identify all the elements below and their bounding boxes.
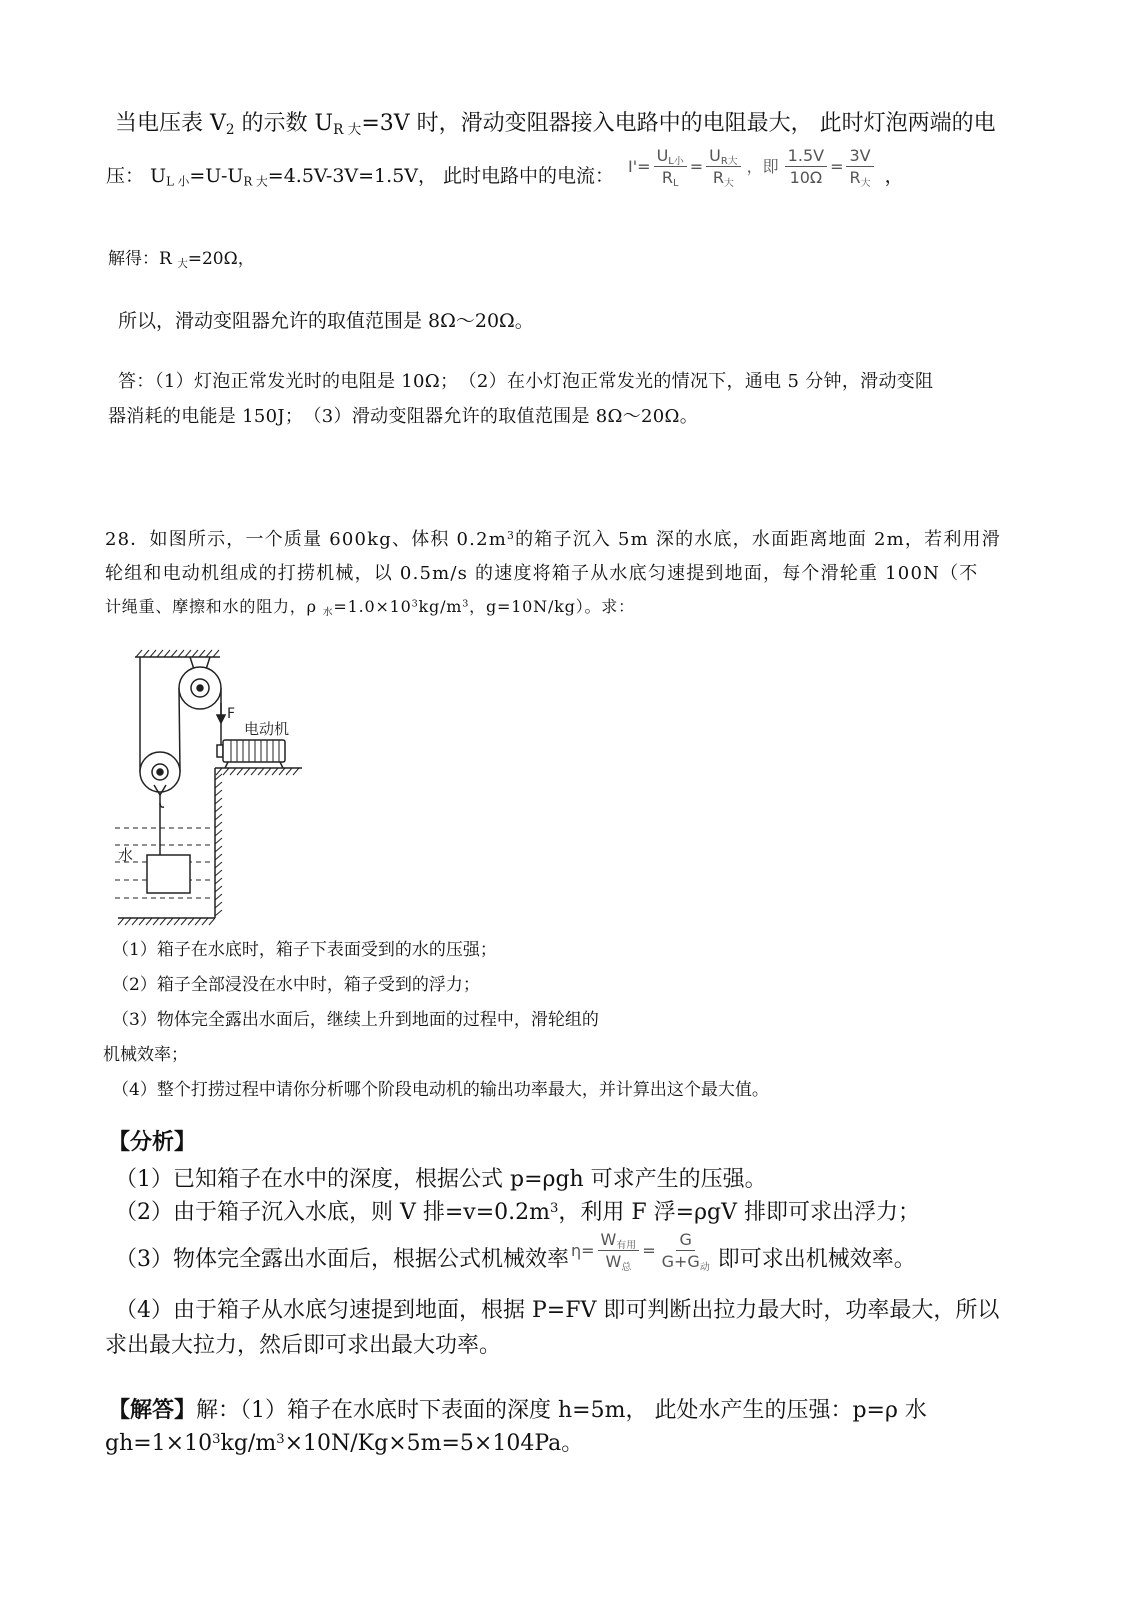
symbol: R (712, 168, 724, 188)
equals-sign: = (830, 157, 844, 177)
analysis-point-4: （4）由于箱子从水底匀速提到地面，根据 P=FV 即可判断出拉力最大时，功率最大，所以 (115, 1298, 1000, 1323)
text-segment: 的箱子沉入 5m 深的水底，水面距离地面 2m，若利用滑 (515, 529, 1001, 550)
formula-lhs: I'= (628, 157, 651, 177)
text-segment: 的示数 U (234, 111, 334, 136)
analysis-point-1: （1）已知箱子在水中的深度，根据公式 p=ρgh 可求产生的压强。 (115, 1167, 767, 1192)
answer-line-2: 器消耗的电能是 150J； （3）滑动变阻器允许的取值范围是 8Ω～20Ω。 (108, 406, 699, 427)
superscript: 3 (411, 598, 419, 610)
superscript: 3 (462, 598, 470, 610)
formula-connector: ，即 (746, 157, 779, 177)
subscript: 大 (860, 178, 871, 190)
denominator (847, 167, 874, 190)
text-segment: kg/m (418, 597, 463, 616)
symbol: U (709, 146, 721, 165)
solution-line-2 (105, 1430, 583, 1459)
fraction (706, 146, 741, 190)
ceiling-hatch (136, 650, 219, 657)
symbol: U (656, 146, 669, 165)
subscript: 大 (724, 178, 734, 190)
answer-line-1: 答：（1）灯泡正常发光时的电阻是 10Ω； （2）在小灯泡正常发光的情况下，通电 5 分钟，滑动变阻 (118, 371, 934, 392)
text-segment: ，g=10N/kg）。求： (469, 597, 635, 616)
superscript: 3 (507, 529, 516, 543)
subscript: 2 (225, 122, 235, 139)
question-3-continued: 机械效率； (103, 1045, 188, 1065)
text-segment: 解：（1）箱子在水底时下表面的深度 h=5m， 此处水产生的压强：p=ρ 水 (196, 1398, 927, 1423)
movable-pulley-axle (157, 769, 163, 775)
subscript: 水 (322, 606, 334, 618)
numerator: 1.5V (785, 146, 827, 167)
numerator (598, 1230, 640, 1251)
fraction (785, 146, 827, 187)
bottom-hatch (118, 918, 215, 925)
force-label: F (227, 706, 236, 722)
denominator (659, 167, 682, 190)
analysis-heading: 【分析】 (108, 1129, 197, 1155)
trailing-comma: ， (884, 164, 904, 187)
subscript: 大 (177, 258, 188, 271)
text-segment: （2）由于箱子沉入水底，则 V 排=v=0.2m (115, 1200, 551, 1225)
subscript: 总 (621, 1262, 632, 1274)
problem-28-line-3 (105, 597, 635, 618)
fraction (598, 1230, 640, 1274)
motor-base (225, 762, 283, 768)
question-4: （4）整个打捞过程中请你分析哪个阶段电动机的输出功率最大，并计算出这个最大值。 (112, 1080, 769, 1100)
fraction (654, 146, 687, 190)
question-1: （1）箱子在水底时，箱子下表面受到的水的压强； (112, 940, 497, 960)
superscript: 3 (212, 1431, 221, 1447)
motor-body (223, 740, 285, 762)
motor-label: 电动机 (244, 720, 290, 738)
symbol: W (605, 1252, 622, 1272)
text-segment: 即可求出机械效率。 (717, 1246, 916, 1272)
text-segment: 当电压表 V (115, 111, 226, 136)
ground-hatch (216, 768, 299, 775)
symbol: W (600, 1230, 617, 1249)
text-segment: 解得：R (108, 249, 178, 269)
pulley-system-diagram (110, 645, 310, 930)
text-segment: gh=1×10 (105, 1431, 213, 1456)
efficiency-formula (571, 1230, 716, 1274)
solution-line-1 (108, 1396, 927, 1426)
range-conclusion-line: 所以，滑动变阻器允许的取值范围是 8Ω～20Ω。 (118, 310, 534, 332)
numerator: 3V (846, 146, 873, 167)
question-2: （2）箱子全部浸没在水中时，箱子受到的浮力； (112, 975, 480, 995)
numerator: G (676, 1230, 694, 1251)
fixed-pulley-axle (197, 685, 203, 691)
analysis-point-2 (115, 1199, 920, 1228)
text-segment: 28．如图所示，一个质量 600kg、体积 0.2m (105, 529, 508, 550)
denominator (710, 167, 737, 190)
superscript: 3 (550, 1200, 559, 1216)
superscript: 3 (276, 1431, 285, 1447)
water-label: 水 (118, 846, 134, 864)
denominator: 10Ω (789, 168, 823, 188)
lamp-voltage-text (106, 164, 614, 192)
subscript: L小 (668, 155, 684, 167)
text-segment: 压： U (106, 164, 167, 187)
subscript: R 大 (243, 174, 268, 189)
text-segment: =3V 时，滑动变阻器接入电路中的电阻最大， 此时灯泡两端的电 (361, 111, 996, 136)
current-formula (628, 146, 877, 190)
text-segment: 计绳重、摩擦和水的阻力，ρ (105, 597, 323, 616)
solve-resistance-line (108, 248, 255, 270)
text-segment: =20Ω， (187, 249, 255, 269)
analysis-point-3 (115, 1230, 916, 1275)
denominator (603, 1251, 635, 1274)
motor-connector (217, 745, 223, 757)
equals-sign: = (689, 157, 704, 177)
equals-sign: = (642, 1241, 656, 1261)
numerator (706, 146, 741, 167)
symbol: R (661, 168, 673, 188)
solution-heading: 【解答】 (108, 1397, 197, 1423)
subscript: L (672, 178, 679, 190)
formula-lhs: η (571, 1241, 582, 1261)
symbol: R (849, 168, 861, 188)
text-segment: （3）物体完全露出水面后，根据公式机械效率 (115, 1246, 569, 1272)
force-arrowhead (217, 715, 225, 723)
text-segment: =1.0×10 (333, 597, 412, 616)
fraction (659, 1230, 713, 1274)
lamp-voltage-line (106, 146, 904, 191)
text-segment: =4.5V-3V=1.5V， 此时电路中的电流： (267, 164, 615, 187)
rope-middle (179, 688, 180, 772)
problem-28-line-1 (105, 528, 1001, 551)
wall-hatch (215, 774, 222, 916)
symbol: G+G (661, 1252, 700, 1272)
numerator (654, 146, 687, 167)
text-segment: kg/m (220, 1431, 277, 1456)
equals-sign: = (581, 1241, 595, 1261)
analysis-point-4-continued: 求出最大拉力，然后即可求出最大功率。 (105, 1333, 502, 1358)
voltmeter-condition-line (115, 110, 996, 139)
question-3: （3）物体完全露出水面后，继续上升到地面的过程中，滑轮组的 (112, 1010, 599, 1030)
subscript: R 大 (333, 122, 362, 139)
problem-28-line-2: 轮组和电动机组成的打捞机械，以 0.5m/s 的速度将箱子从水底匀速提到地面，每个滑轮重 100N（不 (105, 563, 979, 584)
subscript: 动 (699, 1262, 710, 1274)
subscript: R大 (720, 155, 738, 167)
text-segment: =U-U (189, 164, 244, 187)
denominator (659, 1251, 713, 1274)
fraction (846, 146, 873, 190)
subscript: L 小 (166, 174, 190, 189)
sunken-box (147, 855, 190, 893)
text-segment: ×10N/Kg×5m=5×104Pa。 (284, 1431, 584, 1456)
subscript: 有用 (616, 1239, 637, 1251)
text-segment: ，利用 F 浮=ρgV 排即可求出浮力； (558, 1200, 921, 1225)
